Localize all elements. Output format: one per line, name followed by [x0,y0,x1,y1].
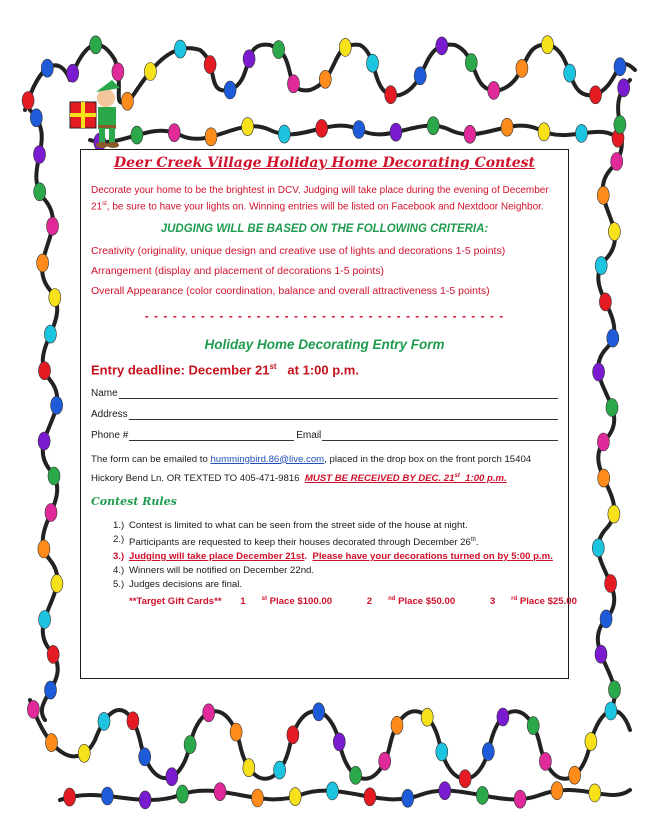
light-bulb [243,50,255,68]
light-bulb [402,789,414,807]
light-bulb [564,64,576,82]
light-bulb [569,766,581,784]
light-bulb [514,790,526,808]
second-place-prize: 2 $^{nd}$ Place $50.00 [366,596,456,608]
light-bulb [139,748,151,766]
light-bulb [316,119,328,137]
light-bulb [597,186,609,204]
light-bulb [22,92,34,110]
light-bulb [482,743,494,761]
rule-item: 1.) Contest is limited to what can be seen from the street side of the house at night. [113,519,468,531]
light-bulb [168,124,180,142]
name-field[interactable] [91,388,558,399]
light-bulb [131,126,143,144]
light-bulb [45,504,57,522]
light-bulb [313,703,325,721]
light-bulb [385,86,397,104]
light-bulb [597,433,609,451]
light-bulb [51,396,63,414]
light-bulb [607,329,619,347]
phone-label: Phone # [91,429,129,441]
light-bulb [606,399,618,417]
email-line[interactable] [322,430,558,441]
light-bulb [611,153,623,171]
light-bulb [576,124,588,142]
light-bulb [353,121,365,139]
light-bulb [391,716,403,734]
light-bulb [608,223,620,241]
light-bulb [278,125,290,143]
light-bulb [465,54,477,72]
light-bulb [39,362,51,380]
light-bulb [203,704,215,722]
light-bulb [618,79,630,97]
light-bulb [379,752,391,770]
light-bulb [427,117,439,135]
light-bulb [593,363,605,381]
light-bulb [288,75,300,93]
light-bulb [339,38,351,56]
light-bulb [30,109,42,127]
light-bulb [539,752,551,770]
light-bulb [45,681,57,699]
light-bulb [41,59,53,77]
light-bulb [252,789,264,807]
light-bulb [139,791,151,809]
light-bulb [47,645,59,663]
light-bulb [350,766,362,784]
light-bulb [600,610,612,628]
phone-email-row [91,430,558,441]
light-bulb [414,67,426,85]
light-bulb [38,432,50,450]
light-bulb [538,123,550,141]
light-bulb [326,782,338,800]
bottom-light-wire [30,700,630,779]
light-bulb [204,56,216,74]
light-bulb [609,681,621,699]
light-bulb [39,611,51,629]
light-bulb [605,702,617,720]
contest-rules-heading: Contest Rules [91,494,177,508]
light-bulb [90,36,102,54]
light-bulb [614,58,626,76]
criteria-creativity: Creativity (originality, unique design and creative use of lights and decorations 1-5 points) [91,245,506,258]
name-label: Name [91,387,118,399]
entry-form-title: Holiday Home Decorating Entry Form [204,337,445,353]
light-bulb [243,759,255,777]
light-bulb [551,782,563,800]
light-bulb [144,63,156,81]
dashed-divider: - - - - - - - - - - - - - - - - - - - - - - - - - - - - - - - - - - - - - - - [144,309,505,324]
light-bulb [64,788,76,806]
light-bulb [112,63,124,81]
email-label: Email [296,429,322,441]
light-bulb [98,712,110,730]
third-place-prize: 3 $^{rd}$ Place $25.00 [489,596,577,608]
light-bulb [614,116,626,134]
light-bulb [364,788,376,806]
entry-deadline: Entry deadline: December 21st at 1:00 p.m. [91,362,359,378]
light-bulb [595,257,607,275]
prize-line [91,592,577,609]
light-bulb [497,708,509,726]
prizes-label: **Target Gift Cards** [129,596,222,608]
light-bulb [527,717,539,735]
light-bulb [289,788,301,806]
light-bulb [390,123,402,141]
light-bulb [127,712,139,730]
light-bulb [46,734,58,752]
light-bulb [38,540,50,558]
light-bulb [605,575,617,593]
light-bulb [592,539,604,557]
light-bulb [595,645,607,663]
light-bulb [436,743,448,761]
contest-flyer-card [80,149,577,679]
light-bulb [174,40,186,58]
address-field[interactable] [91,409,558,420]
light-bulb [48,467,60,485]
light-bulb [367,54,379,72]
light-bulb [598,469,610,487]
light-bulb [49,289,61,307]
light-bulb [608,505,620,523]
light-bulb [476,786,488,804]
light-bulb [47,217,59,235]
light-bulb [274,761,286,779]
address-line[interactable] [129,409,558,420]
intro-paragraph: Decorate your home to be the brightest in DCV. Judging will take place during the evening of December 21st, be sure to have your lights on. Winning entries will be listed on Facebook and Nextdoor Neighbor. [91,185,549,212]
light-bulb [101,787,113,805]
light-bulb [488,81,500,99]
light-bulb [516,59,528,77]
phone-line[interactable] [129,430,294,441]
light-bulb [333,733,345,751]
light-bulb [34,183,46,201]
light-bulb [44,325,56,343]
light-bulb [205,128,217,146]
light-bulb [184,736,196,754]
light-bulb [436,37,448,55]
light-bulb [501,118,513,136]
light-bulb [273,41,285,59]
light-bulb [287,726,299,744]
address-label: Address [91,408,128,420]
light-bulb [78,744,90,762]
light-bulb [421,708,433,726]
light-bulb [176,785,188,803]
light-bulb [542,36,554,54]
rule-item: 4.) Winners will be notified on December 22nd. [113,565,315,577]
light-bulb [464,125,476,143]
first-place-prize: 1 $^{st}$ Place $100.00 [240,596,333,608]
light-bulb [214,783,226,801]
criteria-heading: JUDGING WILL BE BASED ON THE FOLLOWING CRITERIA: [160,223,489,236]
rule-item: 5.) Judges decisions are final. [113,579,243,591]
elf-with-present-icon [68,80,128,150]
light-bulb [37,254,49,272]
light-bulb [319,70,331,88]
light-bulb [166,768,178,786]
light-bulb [224,81,236,99]
criteria-overall-appearance: Overall Appearance (color coordination, balance and overall attractiveness 1-5 points) [91,285,490,298]
must-be-received-notice: MUST BE RECEIVED BY DEC. 21st 1:00 p.m. [304,472,507,484]
light-bulb [589,784,601,802]
light-bulb [27,700,39,718]
contest-rules-list [91,519,558,592]
contact-email-link[interactable]: hummingbird.86@live.com [210,453,325,465]
light-bulb [599,293,611,311]
light-bulb [34,146,46,164]
light-bulb [590,86,602,104]
flyer-title: Deer Creek Village Holiday Home Decorating Contest [114,155,535,171]
rule-item: 2.) Participants are requested to keep their houses decorated through December 26th. [113,533,479,549]
light-bulb [439,782,451,800]
light-bulb [230,723,242,741]
name-line[interactable] [119,388,558,399]
light-bulb [585,733,597,751]
light-bulb [242,118,254,136]
light-bulb [51,575,63,593]
criteria-arrangement: Arrangement (display and placement of decorations 1-5 points) [91,265,384,278]
rule-item-judging: 3.) Judging will take place December 21st. Please have your decorations turned on by 5:00 p.m. [113,551,553,563]
submission-instructions: The form can be emailed to hummingbird.86@live.com, placed in the drop box on the front porch 15404 Hickory Bend Ln. OR TEXTED TO 405-471-9816 MUST BE RECEIVED BY DEC. 21st 1:00 p.m. [91,453,534,484]
light-bulb [459,770,471,788]
